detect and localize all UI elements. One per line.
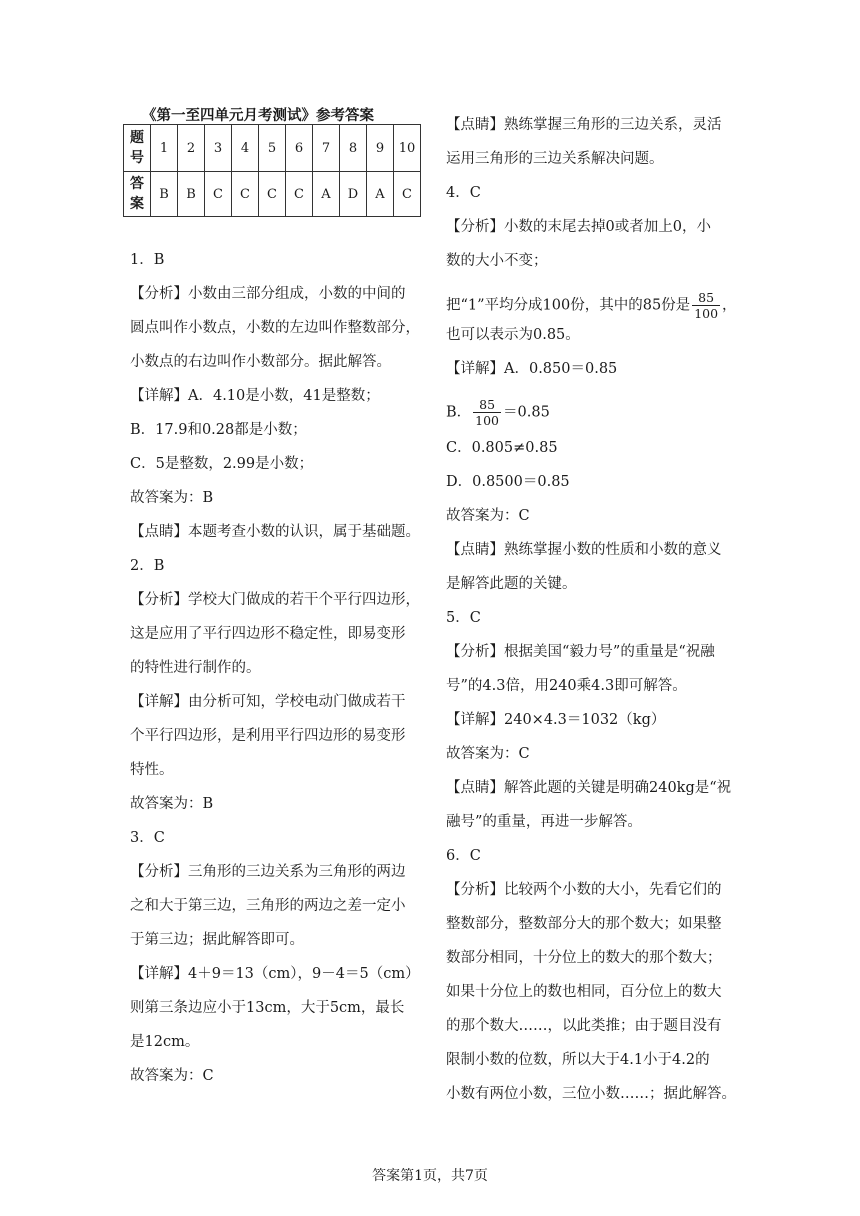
answer-table: [123, 124, 421, 217]
text-line: 小数点的右边叫作小数部分。据此解答。: [130, 354, 391, 370]
fraction-denominator: 100: [475, 413, 500, 428]
text-line: 个平行四边形，是利用平行四边形的易变形: [130, 728, 406, 744]
text-line: 特性。: [130, 762, 174, 778]
row-header-number: [124, 125, 151, 172]
table-row: [124, 125, 421, 172]
text-line: 故答案为：C: [446, 508, 530, 524]
row-header-answer: [124, 172, 151, 217]
text-segment: ，: [722, 297, 737, 314]
table-cell: A: [313, 172, 340, 217]
text-line: 故答案为：C: [130, 1068, 214, 1084]
text-line: 【点睛】熟练掌握三角形的三边关系，灵活: [446, 117, 722, 133]
text-line: 的特性进行制作的。: [130, 660, 261, 676]
text-line: 【详解】A．0.850＝0.85: [446, 361, 618, 377]
fraction-denominator: 100: [694, 306, 719, 321]
table-cell: C: [259, 172, 286, 217]
text-line: 【分析】学校大门做成的若干个平行四边形，: [130, 592, 420, 608]
text-segment: 把“1”平均分成100份，其中的85份是: [446, 297, 691, 314]
text-line: 【分析】小数的末尾去掉0或者加上0，小: [446, 219, 711, 235]
text-line: 【分析】根据美国“毅力号”的重量是“祝融: [446, 644, 715, 660]
text-line: 1．B: [130, 252, 165, 268]
table-cell: C: [205, 172, 232, 217]
text-line: 于第三边；据此解答即可。: [130, 932, 304, 948]
text-line: 【分析】小数由三部分组成，小数的中间的: [130, 286, 406, 302]
text-line: 运用三角形的三边关系解决问题。: [446, 151, 664, 167]
text-line: 【详解】A．4.10是小数，41是整数；: [130, 388, 380, 404]
fraction: [473, 397, 501, 428]
text-line: 【详解】由分析可知，学校电动门做成若干: [130, 694, 406, 710]
text-line: 小数有两位小数，三位小数……；据此解答。: [446, 1086, 736, 1102]
table-cell: 6: [286, 125, 313, 172]
text-line: D．0.8500＝0.85: [446, 474, 570, 490]
text-line: 也可以表示为0.85。: [446, 327, 580, 343]
header-label: 答案: [130, 176, 144, 212]
table-cell: 9: [367, 125, 394, 172]
text-line: B．17.9和0.28都是小数；: [130, 422, 307, 438]
table-cell: C: [394, 172, 421, 217]
table-cell: C: [286, 172, 313, 217]
text-line: 如果十分位上的数也相同，百分位上的数大: [446, 984, 722, 1000]
text-line: 【点睛】本题考查小数的认识，属于基础题。: [130, 524, 420, 540]
text-line: 之和大于第三边，三角形的两边之差一定小: [130, 898, 406, 914]
text-line: 【点睛】熟练掌握小数的性质和小数的意义: [446, 542, 722, 558]
fraction-numerator: 85: [473, 397, 501, 413]
text-line-with-fraction: [446, 397, 550, 428]
text-line: 【分析】比较两个小数的大小，先看它们的: [446, 882, 722, 898]
table-cell: 1: [151, 125, 178, 172]
page-footer: 答案第1页，共7页: [372, 1168, 488, 1184]
text-line: 号”的4.3倍，用240乘4.3即可解答。: [446, 678, 687, 694]
table-cell: 8: [340, 125, 367, 172]
text-segment: ＝0.85: [503, 404, 550, 421]
text-line: 【详解】240×4.3＝1032（kg）: [446, 712, 666, 728]
table-cell: 10: [394, 125, 421, 172]
table-cell: 7: [313, 125, 340, 172]
text-line: 【详解】4＋9＝13（cm），9－4＝5（cm）: [130, 966, 420, 982]
text-line: 限制小数的位数，所以大于4.1小于4.2的: [446, 1052, 710, 1068]
text-line: 是12cm。: [130, 1034, 200, 1050]
fraction: [692, 290, 720, 321]
text-line: 的那个数大……，以此类推；由于题目没有: [446, 1018, 722, 1034]
text-line: C．0.805≠0.85: [446, 440, 558, 456]
text-line: 整数部分，整数部分大的那个数大；如果整: [446, 916, 722, 932]
table-cell: C: [232, 172, 259, 217]
text-line: 数的大小不变；: [446, 253, 548, 269]
table-cell: B: [151, 172, 178, 217]
text-line: 6．C: [446, 848, 481, 864]
text-line: 圆点叫作小数点，小数的左边叫作整数部分，: [130, 320, 420, 336]
text-line: 数部分相同，十分位上的数大的那个数大；: [446, 950, 722, 966]
table-cell: B: [178, 172, 205, 217]
table-cell: 2: [178, 125, 205, 172]
doc-title: 《第一至四单元月考测试》参考答案: [142, 107, 374, 124]
text-line: 【点睛】解答此题的关键是明确240kg是“祝: [446, 780, 732, 796]
table-cell: 3: [205, 125, 232, 172]
text-line: 【分析】三角形的三边关系为三角形的两边: [130, 864, 406, 880]
table-cell: 4: [232, 125, 259, 172]
header-label: 题号: [130, 130, 144, 166]
text-line: 这是应用了平行四边形不稳定性，即易变形: [130, 626, 406, 642]
text-line: 则第三条边应小于13cm，大于5cm，最长: [130, 1000, 405, 1016]
text-line: 是解答此题的关键。: [446, 576, 577, 592]
text-line: 5．C: [446, 610, 481, 626]
text-line: 4．C: [446, 185, 481, 201]
text-line: 3．C: [130, 830, 165, 846]
text-line: C．5是整数，2.99是小数；: [130, 456, 314, 472]
table-cell: 5: [259, 125, 286, 172]
text-line: 2．B: [130, 558, 165, 574]
table-cell: A: [367, 172, 394, 217]
text-line: 故答案为：B: [130, 490, 214, 506]
text-line-with-fraction: [446, 290, 737, 321]
text-segment: B．: [446, 404, 472, 421]
table-row: [124, 172, 421, 217]
table-cell: D: [340, 172, 367, 217]
text-line: 故答案为：B: [130, 796, 214, 812]
text-line: 故答案为：C: [446, 746, 530, 762]
fraction-numerator: 85: [692, 290, 720, 306]
text-line: 融号”的重量，再进一步解答。: [446, 814, 642, 830]
